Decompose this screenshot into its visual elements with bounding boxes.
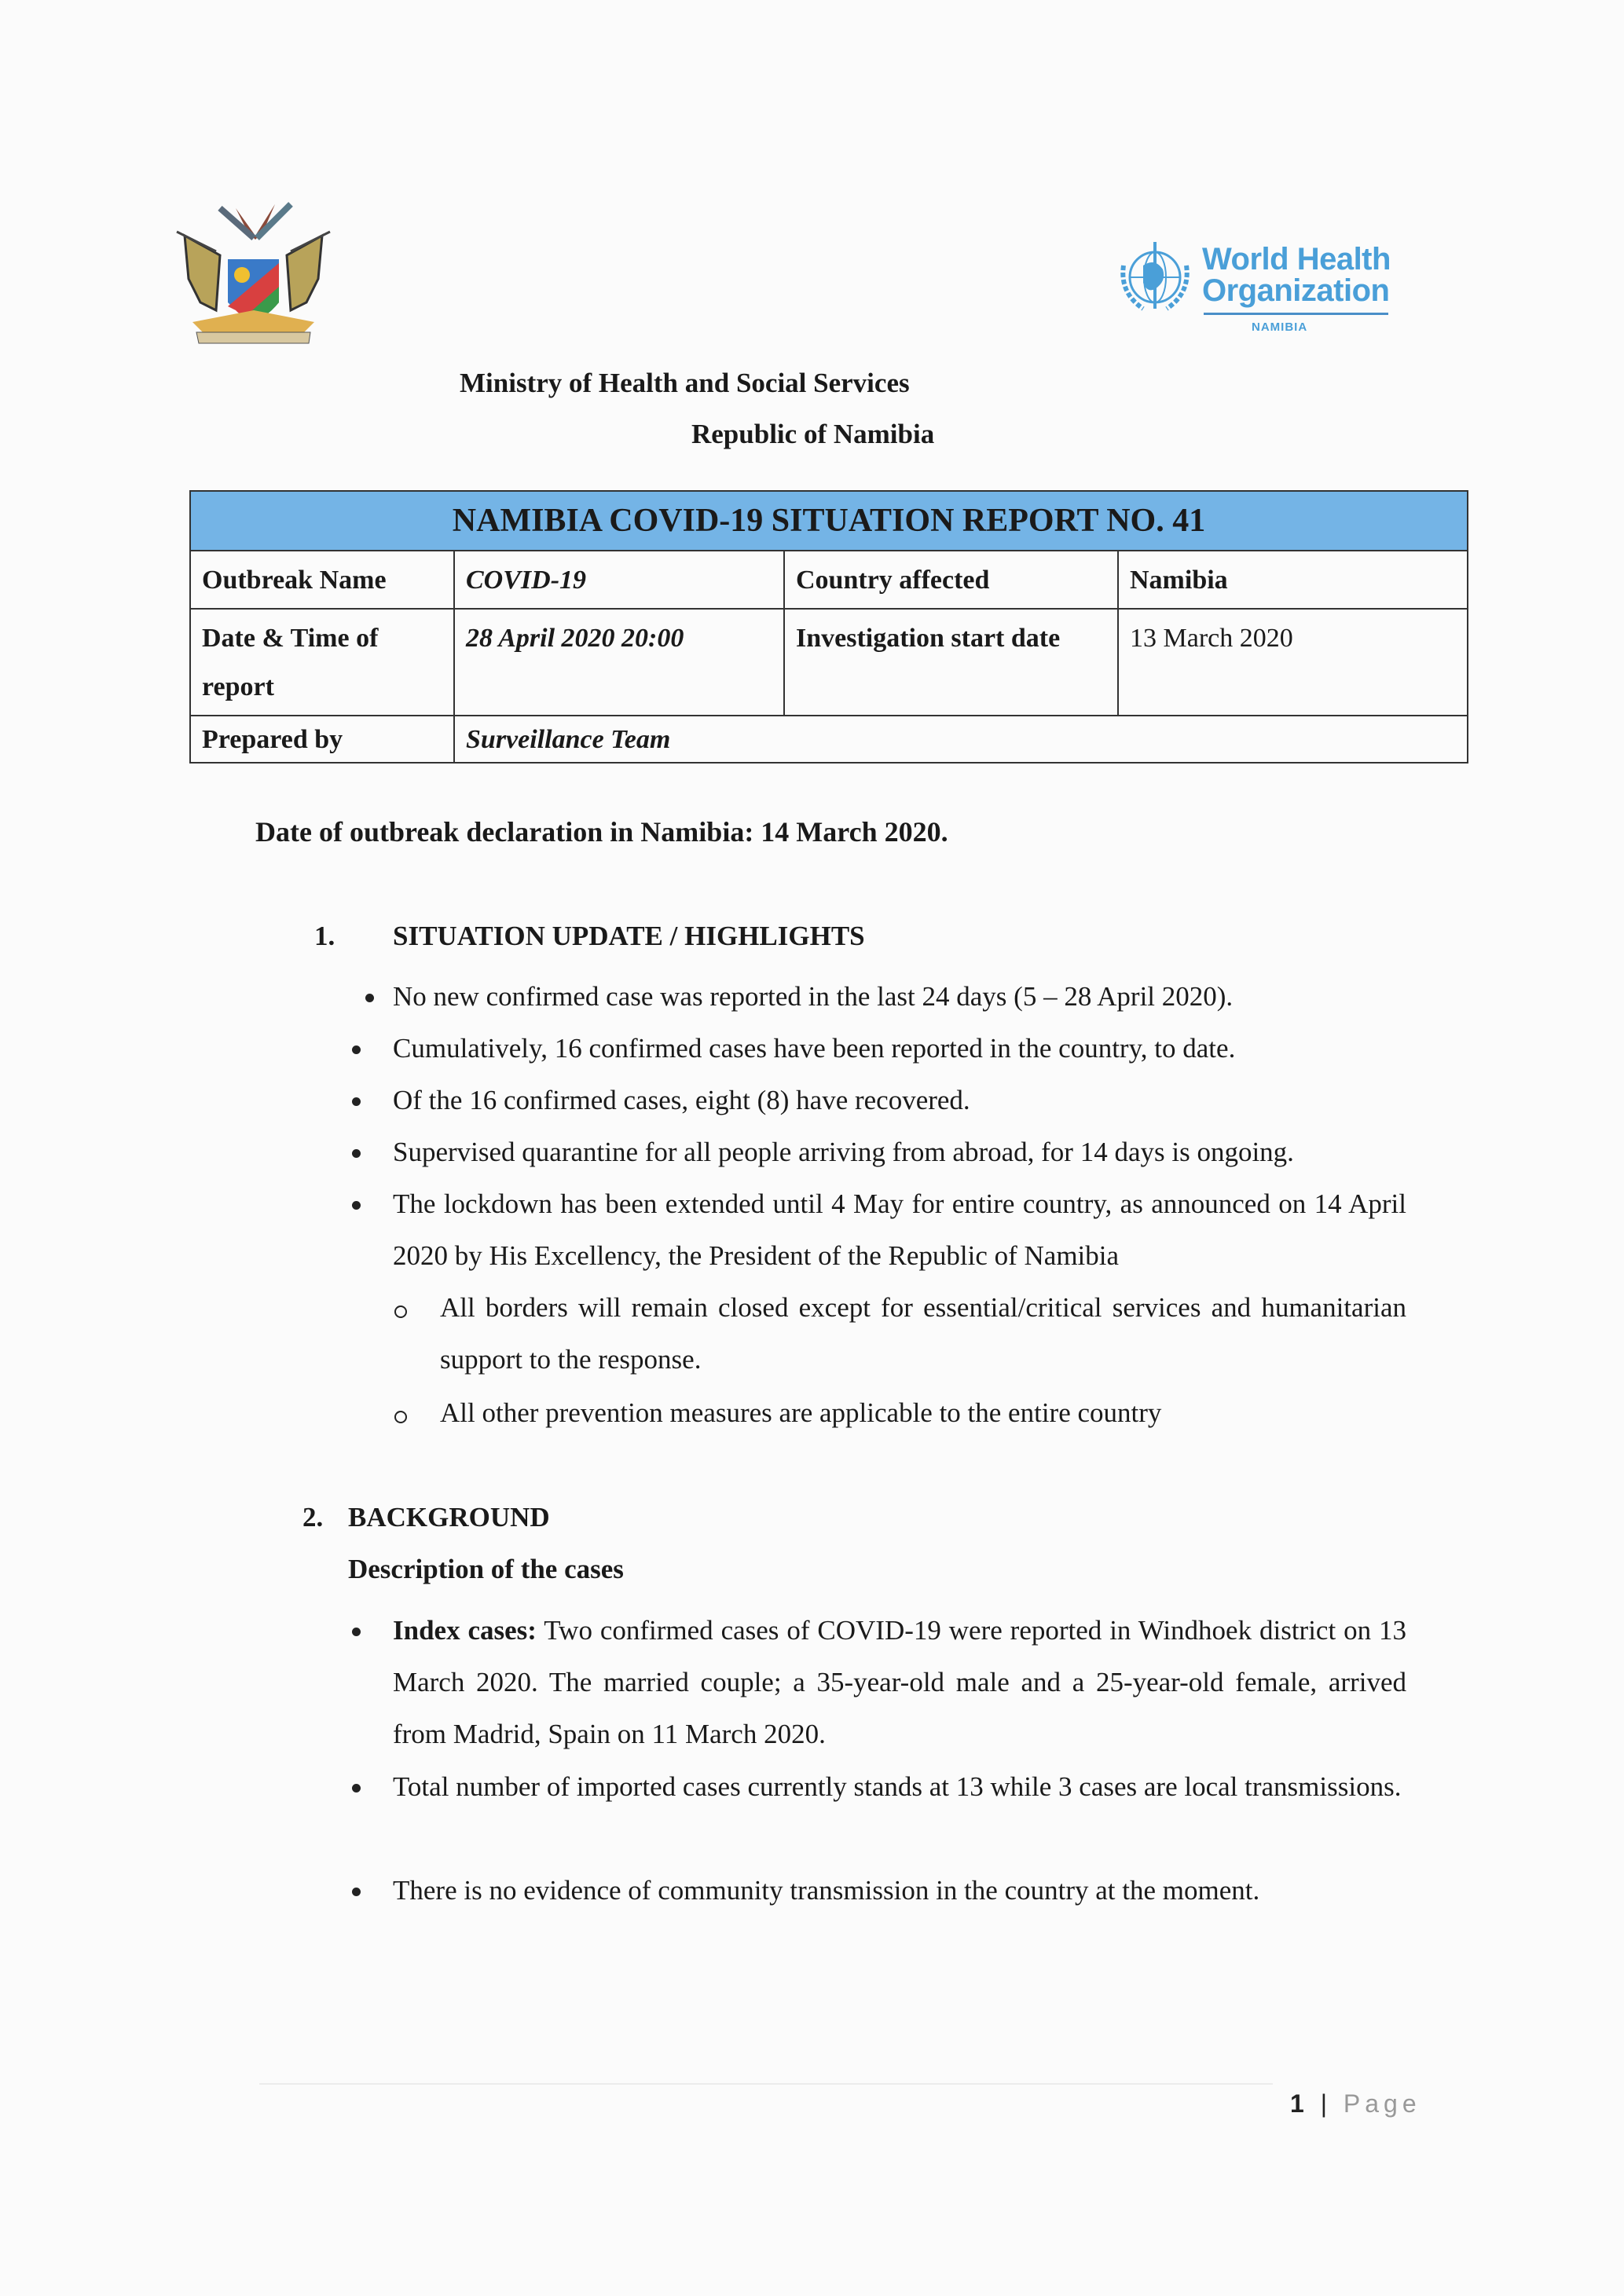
- outbreak-declaration: Date of outbreak declaration in Namibia: 14 March 2020.: [255, 816, 948, 848]
- country-affected-label: Country affected: [784, 551, 1118, 609]
- bullet-icon: [352, 1628, 361, 1636]
- bullet-icon: [365, 994, 374, 1002]
- who-name-line1: World Health: [1202, 242, 1391, 276]
- sub-bullet-icon: [394, 1411, 407, 1423]
- page-label: Page: [1343, 2089, 1421, 2118]
- who-logo: [1112, 234, 1395, 344]
- bullet-icon: [352, 1201, 361, 1210]
- report-datetime-value: 28 April 2020 20:00: [454, 609, 784, 716]
- investigation-start-value: 13 March 2020: [1118, 609, 1468, 716]
- page-separator: |: [1320, 2089, 1332, 2118]
- country-affected-value: Namibia: [1118, 551, 1468, 609]
- highlight-item: Supervised quarantine for all people arriving from abroad, for 14 days is ongoing.: [393, 1137, 1294, 1167]
- highlight-item: The lockdown has been extended until 4 May for entire country, as announced on 14 April 2020 by His Excellency, the President of the Republic of Namibia: [393, 1188, 1406, 1271]
- bullet-icon: [352, 1784, 361, 1792]
- table-row: [190, 609, 1468, 716]
- table-row: [190, 716, 1468, 763]
- who-divider: [1204, 313, 1388, 315]
- sub-bullet-icon: [394, 1305, 407, 1318]
- index-cases-text: Two confirmed cases of COVID-19 were reported in Windhoek district on 13 March 2020. The married couple; a 35-year-old male and a 25-year-old female, arrived from Madrid, Spain on 11 March 2020.: [393, 1615, 1407, 1749]
- who-name-line2: Organization: [1202, 273, 1390, 308]
- report-info-table: [189, 490, 1468, 764]
- highlight-item: No new confirmed case was reported in the last 24 days (5 – 28 April 2020).: [393, 981, 1234, 1012]
- ministry-name: Ministry of Health and Social Services: [460, 368, 910, 398]
- outbreak-name-value: COVID-19: [454, 551, 784, 609]
- highlight-item: Of the 16 confirmed cases, eight (8) have recovered.: [393, 1085, 970, 1115]
- section1-number: 1.: [314, 921, 335, 951]
- section2-subtitle: Description of the cases: [348, 1554, 624, 1584]
- index-cases-label: Index cases:: [393, 1615, 537, 1646]
- republic-name: Republic of Namibia: [691, 419, 935, 449]
- who-emblem-icon: [1112, 234, 1198, 320]
- section1-title: SITUATION UPDATE / HIGHLIGHTS: [393, 921, 865, 951]
- bullet-icon: [352, 1097, 361, 1106]
- highlight-subitem: All borders will remain closed except for essential/critical services and humanitarian support to the response.: [440, 1292, 1406, 1375]
- investigation-start-label: Investigation start date: [784, 609, 1118, 716]
- who-country: NAMIBIA: [1252, 320, 1308, 334]
- report-datetime-label: [190, 609, 454, 716]
- background-item: Total number of imported cases currently stands at 13 while 3 cases are local transmissions.: [393, 1771, 1402, 1802]
- index-cases-item: [393, 1605, 1406, 1760]
- page-number-value: 1: [1290, 2089, 1309, 2118]
- prepared-by-label: Prepared by: [190, 716, 454, 763]
- bullet-icon: [352, 1888, 361, 1896]
- namibia-coat-of-arms-logo: [161, 192, 346, 350]
- report-title: NAMIBIA COVID-19 SITUATION REPORT NO. 41: [190, 491, 1468, 551]
- table-title-row: [190, 491, 1468, 551]
- section2-title: BACKGROUND: [348, 1502, 550, 1532]
- outbreak-name-label: Outbreak Name: [190, 551, 454, 609]
- bullet-icon: [352, 1149, 361, 1158]
- report-datetime-label-text: Date & Time of report: [202, 624, 379, 701]
- section2-number: 2.: [302, 1502, 324, 1532]
- bullet-icon: [352, 1045, 361, 1054]
- prepared-by-value: Surveillance Team: [454, 716, 1468, 763]
- table-row: [190, 551, 1468, 609]
- page-number: [1290, 2089, 1421, 2118]
- highlight-subitem: All other prevention measures are applicable to the entire country: [440, 1397, 1162, 1428]
- footer-divider: [259, 2083, 1273, 2085]
- background-item: There is no evidence of community transmission in the country at the moment.: [393, 1875, 1260, 1906]
- highlight-item: Cumulatively, 16 confirmed cases have been reported in the country, to date.: [393, 1033, 1236, 1064]
